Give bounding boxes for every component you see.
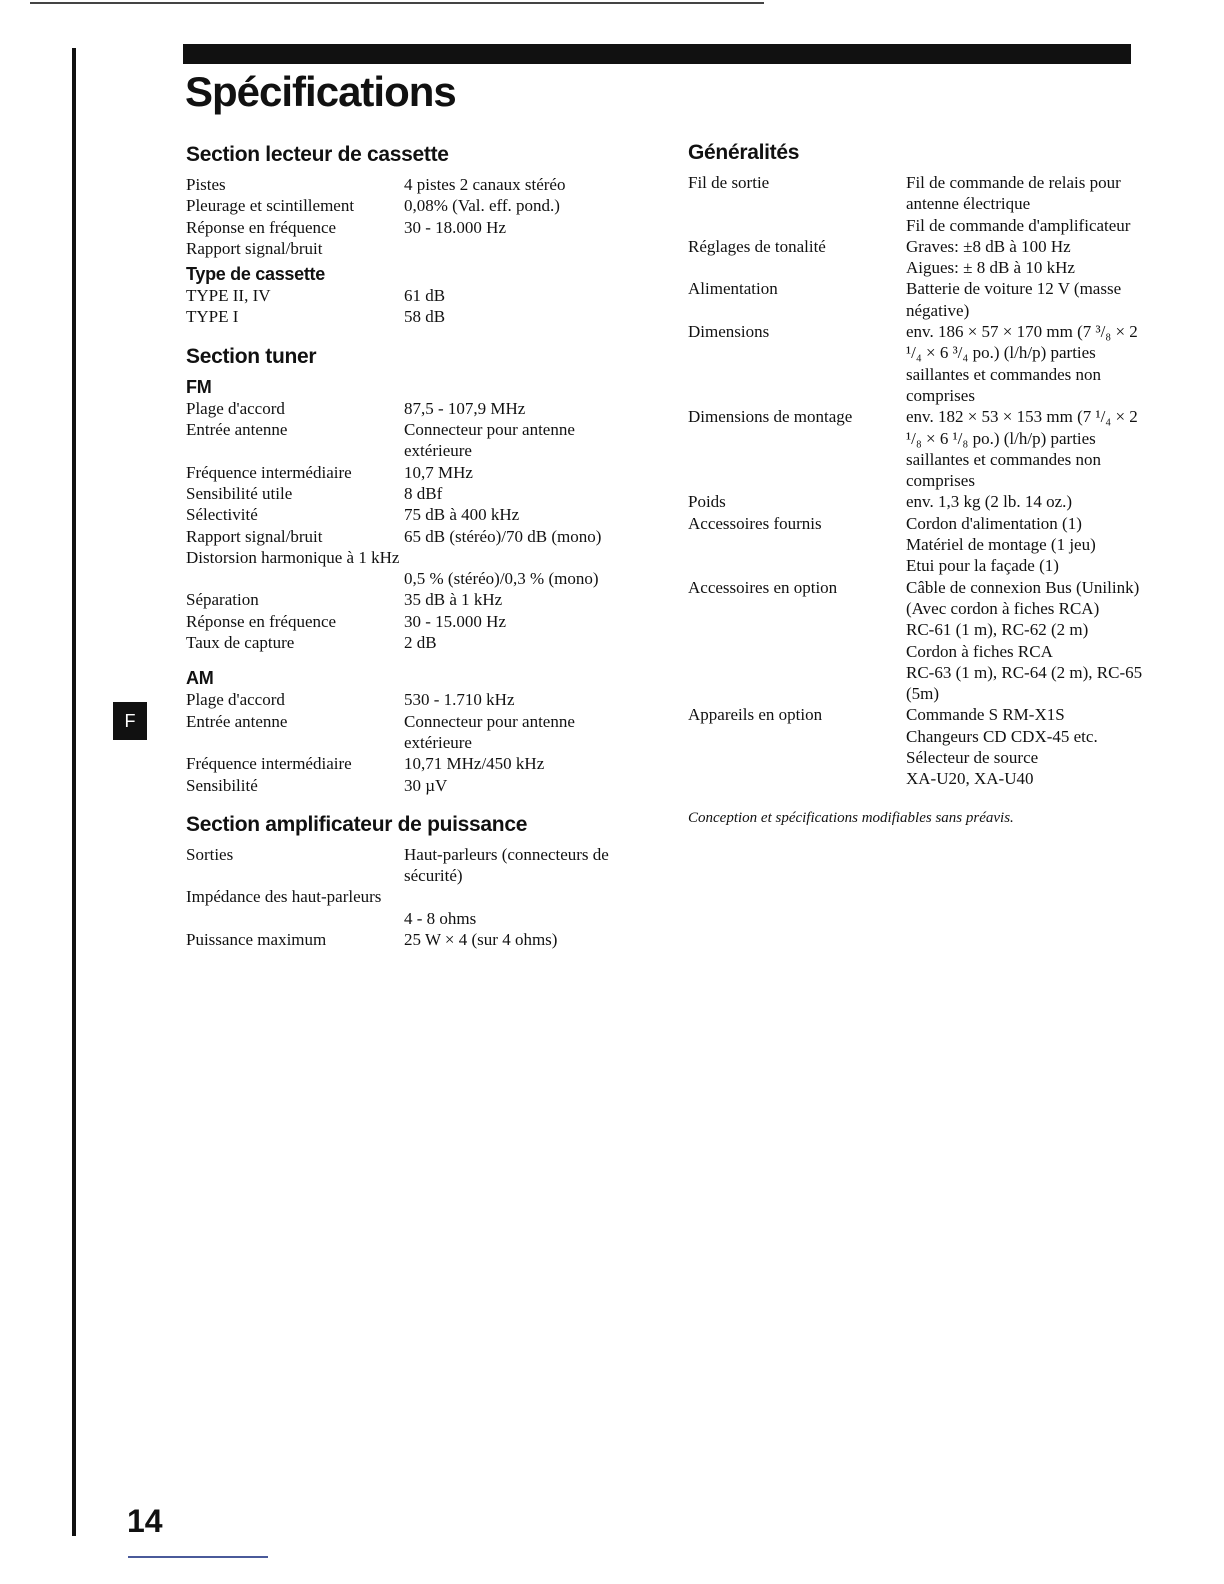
spec-row [186,419,646,462]
spec-label: Plage d'accord [186,690,285,710]
spec-label: Entrée antenne [186,420,288,440]
spec-value: 87,5 - 107,9 MHz [404,398,526,418]
spec-label: Fil de sortie [688,173,770,192]
top-rule [30,2,764,4]
spec-value: Matériel de montage (1 jeu) [906,535,1096,555]
spec-row [688,406,1148,491]
spec-value: Commande S RM-X1S [906,705,1065,725]
spec-value: 65 dB (stéréo)/70 dB (mono) [404,526,602,546]
spec-row [186,929,646,950]
spec-value: Batterie de voiture 12 V (masse négative) [906,279,1122,320]
amplifier-heading: Section amplificateur de puissance [186,812,528,836]
spec-value: (Avec cordon à fiches RCA) [906,598,1100,618]
cassette-heading: Section lecteur de cassette [186,143,449,166]
spec-value: Aigues: ± 8 dB à 10 kHz [906,258,1075,278]
spec-row [688,321,1148,406]
spec-value: Graves: ±8 dB à 100 Hz [906,236,1071,256]
spec-value: 10,71 MHz/450 kHz [404,754,545,774]
spec-value: Fil de commande d'amplificateur [906,215,1131,235]
spec-label: Sorties [186,844,234,864]
spec-value: Etui pour la façade (1) [906,556,1059,576]
spec-label: Entrée antenne [186,711,288,731]
spec-value: 4 pistes 2 canaux stéréo [404,175,566,194]
tuner-heading: Section tuner [186,344,317,368]
spec-label: Rapport signal/bruit [186,238,323,258]
spec-row [186,238,646,259]
margin-rule [72,48,76,1536]
title-bar [183,44,1131,64]
spec-value: Câble de connexion Bus (Unilink) [906,577,1140,597]
spec-row [688,513,1148,577]
spec-row [186,611,646,632]
spec-row [186,483,646,504]
spec-row [186,217,646,238]
distortion-label: Distorsion harmonique à 1 kHz [186,547,400,567]
spec-value: 30 µV [404,775,448,795]
spec-label: Dimensions de montage [688,407,853,427]
spec-row [688,491,1148,512]
spec-value: env. 186 × 57 × 170 mm (7 ³/₈ × 2 ¹/₄ × 6 ³/₄ po.) (l/h/p) parties saillantes et commandes non comprises [906,322,1138,405]
spec-row [186,504,646,525]
spec-row [186,195,646,216]
spec-row [186,711,646,754]
spec-value: 2 dB [404,633,437,653]
language-tab: F [113,702,147,740]
impedance-label: Impédance des haut-parleurs [186,887,382,907]
spec-label: Dimensions [688,322,770,342]
spec-label: Sensibilité utile [186,483,293,503]
fm-heading: FM [186,376,212,397]
spec-label: Accessoires fournis [688,513,822,533]
spec-row [688,236,1148,279]
spec-value: Cordon d'alimentation (1) [906,513,1082,533]
spec-value: RC-63 (1 m), RC-64 (2 m), RC-65 (5m) [906,662,1143,704]
spec-value: Sélecteur de source [906,748,1039,768]
impedance-value: 4 - 8 ohms [404,908,477,928]
spec-value: env. 1,3 kg (2 lb. 14 oz.) [906,492,1073,512]
page-title: Spécifications [185,68,456,115]
spec-label: Rapport signal/bruit [186,526,323,546]
spec-label: Appareils en option [688,705,823,725]
spec-value: 25 W × 4 (sur 4 ohms) [404,930,558,950]
spec-label: Réglages de tonalité [688,236,826,256]
cassette-type-heading: Type de cassette [186,264,325,285]
spec-row [688,577,1148,705]
spec-row [186,632,646,653]
spec-label: TYPE I [186,307,239,327]
spec-value: 0,08% (Val. eff. pond.) [404,196,560,216]
spec-label: Réponse en fréquence [186,611,337,631]
spec-label: Fréquence intermédiaire [186,462,352,482]
spec-row [688,172,1148,236]
spec-label: Fréquence intermédiaire [186,754,352,774]
spec-value: 75 dB à 400 kHz [404,505,520,525]
spec-value: XA-U20, XA-U40 [906,769,1034,789]
spec-row [186,398,646,419]
spec-label: Puissance maximum [186,930,327,950]
general-heading: Généralités [688,141,800,164]
spec-label: Alimentation [688,279,778,299]
spec-row [688,704,1148,789]
spec-row [186,526,646,547]
distortion-value: 0,5 % (stéréo)/0,3 % (mono) [404,569,599,589]
bottom-rule [128,1556,268,1558]
tuner-section [186,342,646,796]
spec-value: 530 - 1.710 kHz [404,690,515,710]
spec-value: 30 - 18.000 Hz [404,217,506,237]
spec-row [186,844,646,887]
spec-row [186,689,646,710]
spec-label: Poids [688,492,726,512]
spec-row [186,285,646,306]
spec-value: Haut-parleurs (connecteurs de sécurité) [404,844,609,886]
spec-label: Taux de capture [186,633,295,653]
spec-value: Cordon à fiches RCA [906,641,1053,661]
left-column [186,140,646,964]
spec-value: Fil de commande de relais pour antenne électrique [906,173,1121,214]
disclaimer-note: Conception et spécifications modifiables sans préavis. [688,809,1014,826]
spec-value: 35 dB à 1 kHz [404,590,503,610]
spec-value: Connecteur pour antenne extérieure [404,420,575,461]
spec-row [186,775,646,796]
spec-value: 30 - 15.000 Hz [404,611,506,631]
spec-label: Réponse en fréquence [186,217,337,237]
spec-value: 10,7 MHz [404,462,473,482]
spec-label: Pistes [186,175,226,194]
spec-label: Sensibilité [186,775,258,795]
amplifier-section [186,810,646,950]
spec-value: 58 dB [404,307,446,327]
spec-value [404,238,646,259]
spec-label: Sélectivité [186,505,258,525]
spec-row [186,753,646,774]
spec-label: TYPE II, IV [186,286,271,306]
spec-row [186,174,646,195]
spec-row [186,462,646,483]
spec-label: Plage d'accord [186,398,285,418]
spec-row [688,278,1148,321]
spec-label: Accessoires en option [688,577,838,597]
spec-value: 61 dB [404,286,446,306]
right-column [688,138,1148,829]
am-heading: AM [186,668,214,689]
spec-value: env. 182 × 53 × 153 mm (7 ¹/₄ × 2 ¹/₈ × 6 ¹/₈ po.) (l/h/p) parties saillantes et commandes non comprises [906,407,1138,491]
page-number: 14 [127,1503,163,1539]
spec-row [186,306,646,327]
spec-value: RC-61 (1 m), RC-62 (2 m) [906,620,1089,640]
cassette-section [186,140,646,328]
spec-row [186,589,646,610]
spec-label: Séparation [186,590,259,610]
spec-value: Changeurs CD CDX-45 etc. [906,726,1098,746]
spec-value: Connecteur pour antenne extérieure [404,711,575,752]
spec-label: Pleurage et scintillement [186,196,355,216]
spec-value: 8 dBf [404,483,443,503]
